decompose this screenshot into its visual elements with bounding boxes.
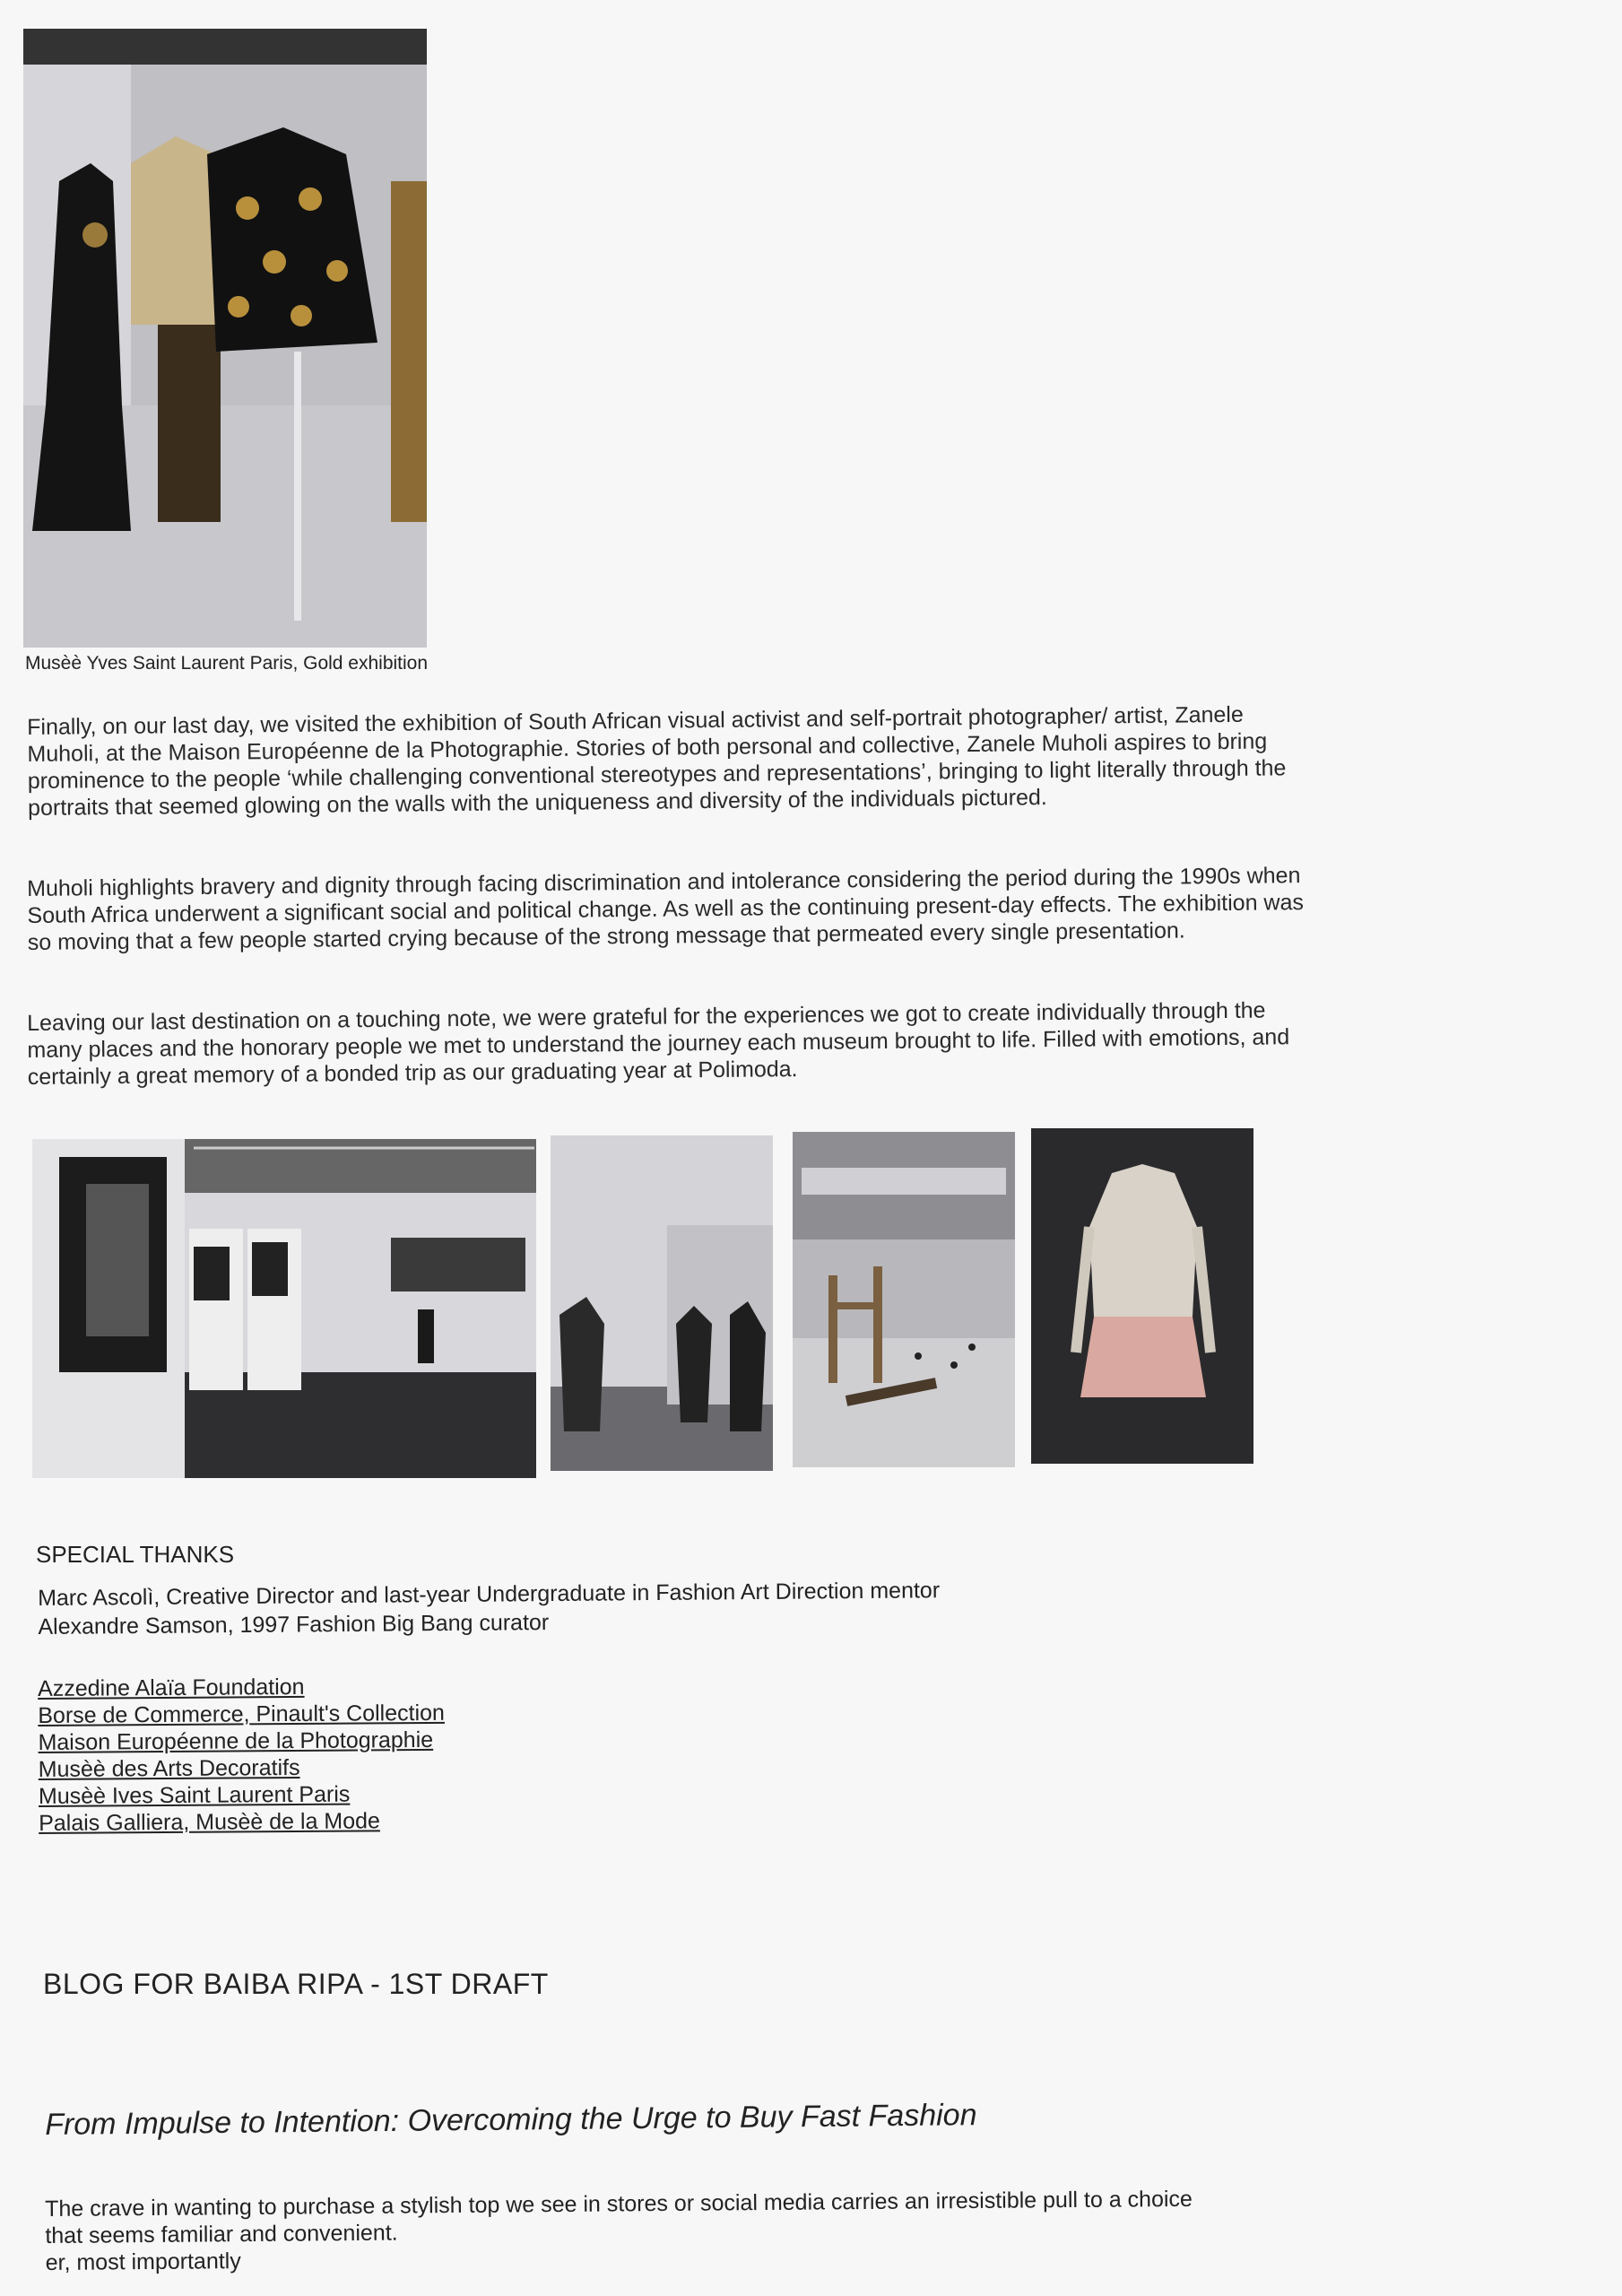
paragraph-muholi-themes: Muholi highlights bravery and dignity through facing discrimination and intolerance considering the period during the 1990s when South Africa underwent a significant social and political change. As well as the continuing present-day effects. The exhibition was so moving that a few people started crying because of the strong message that permeated every single presentation. [27,863,1305,955]
article-line: The crave in wanting to purchase a stylish top we see in stores or social media carries an irresistible pull to a choice [45,2186,1193,2222]
gallery-photo-dress [1031,1128,1253,1464]
thanks-person: Alexandre Samson, 1997 Fashion Big Bang curator [38,1610,550,1639]
link-ysl-museum[interactable]: Musèè Ives Saint Laurent Paris [38,1781,351,1809]
gallery-photo-bourse-rotunda [793,1132,1015,1467]
special-thanks-heading: SPECIAL THANKS [36,1541,235,1568]
blog-draft-title: BLOG FOR BAIBA RIPA - 1ST DRAFT [43,1968,549,2000]
link-arts-decoratifs[interactable]: Musèè des Arts Decoratifs [38,1754,300,1782]
article-line: er, most importantly [45,2248,241,2275]
article-body [45,2184,1337,2276]
paragraph-muholi-intro: Finally, on our last day, we visited the exhibition of South African visual activist and self-portrait photographer/ artist, Zanele Muholi, at the Maison Européenne de la Photographie. Stories of both personal and collective, Zanele Muholi aspires to bring prominence to the people ‘while challenging conventional stereotypes and representations’, bringing to light literally through the portraits that seemed glowing on the walls with the uniqueness and diversity of the individuals pictured. [27,701,1287,821]
link-palais-galliera[interactable]: Palais Galliera, Musèè de la Mode [39,1808,380,1836]
link-bourse-de-commerce[interactable]: Borse de Commerce, Pinault's Collection [38,1700,445,1728]
link-alaia-foundation[interactable]: Azzedine Alaïa Foundation [38,1674,305,1701]
gallery-photo-visitors [551,1135,773,1471]
photo-caption: Musèè Yves Saint Laurent Paris, Gold exhibition [25,653,429,674]
gold-exhibition-photo [23,29,427,648]
thanks-people-list [38,1576,941,1641]
thanks-person: Marc Ascolì, Creative Director and last-year Undergraduate in Fashion Art Direction mentor [38,1578,941,1611]
article-line: that seems familiar and convenient. [45,2220,398,2248]
link-maison-europeenne[interactable]: Maison Européenne de la Photographie [38,1726,434,1755]
thanks-institution-links [38,1673,446,1837]
gallery-photo-exhibition-hall [32,1139,536,1478]
article-title: From Impulse to Intention: Overcoming the Urge to Buy Fast Fashion [45,2098,977,2142]
paragraph-closing: Leaving our last destination on a touching note, we were grateful for the experiences we got to create individually through the many places and the honorary people we met to understand the journey each museum brought to life. Filled with emotions, and certainly a great memory of a bonded trip as our graduating year at Polimoda. [27,997,1290,1090]
